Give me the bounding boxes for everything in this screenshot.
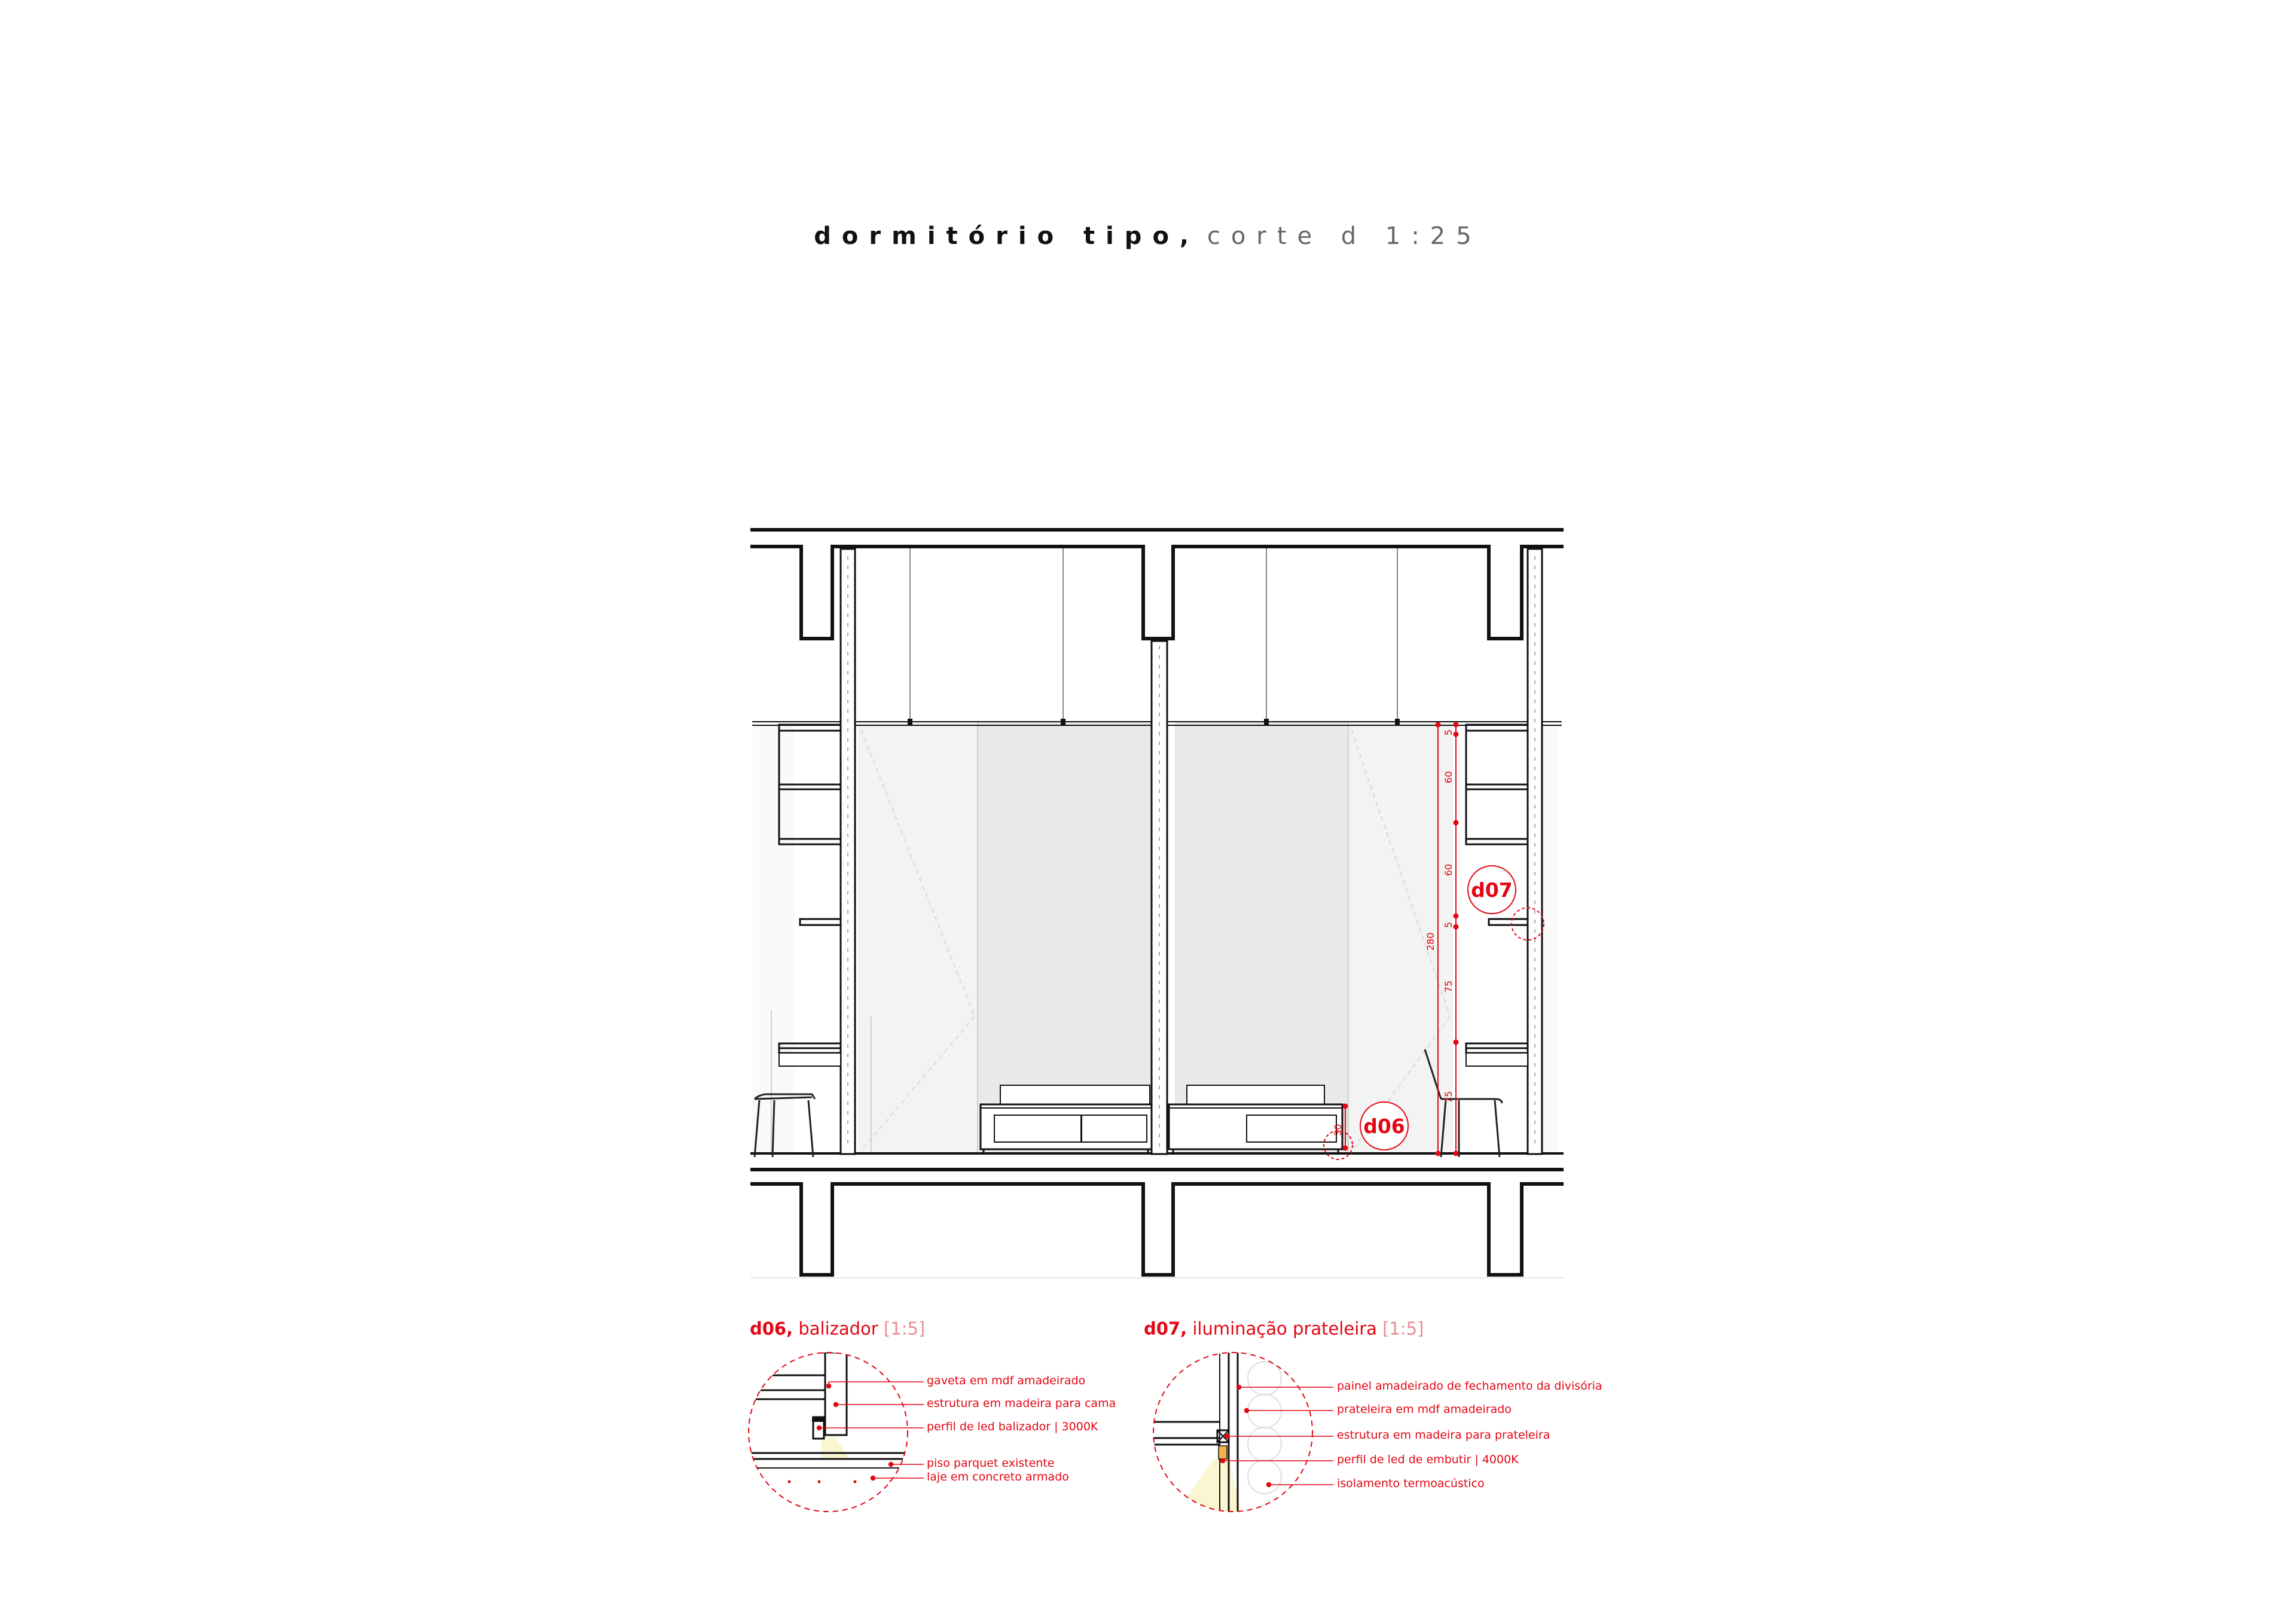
partition-center — [1152, 641, 1167, 1154]
callout-d06-label: d06 — [1363, 1115, 1405, 1138]
callout-d07-label: d07 — [1471, 878, 1513, 902]
detail-d07-title — [1144, 1318, 1424, 1339]
title-sub: corte d 1:25 — [1207, 222, 1482, 250]
detail-d07-id: d07, — [1144, 1318, 1187, 1339]
d06-note: estrutura em madeira para cama — [927, 1397, 1116, 1410]
dim-label: 75 — [1443, 1091, 1454, 1103]
d07-note: painel amadeirado de fechamento da divisória — [1337, 1379, 1602, 1393]
detail-d07-name: iluminação prateleira — [1192, 1318, 1377, 1339]
upper-slab — [750, 530, 1564, 639]
title-main: dormitório tipo, — [814, 222, 1200, 250]
dim-label: 5 — [1443, 921, 1454, 928]
dim-label: 60 — [1443, 771, 1454, 783]
partition-left — [841, 549, 855, 1154]
dim-label: 75 — [1443, 980, 1454, 993]
d06-note: laje em concreto armado — [927, 1470, 1069, 1483]
dim-label: 60 — [1443, 863, 1454, 876]
d06-note: gaveta em mdf amadeirado — [927, 1374, 1086, 1387]
dim-label: 30 — [1332, 1124, 1344, 1136]
bed-left — [981, 1085, 1152, 1154]
bed-right — [1169, 1085, 1342, 1154]
dim-label: 5 — [1443, 729, 1454, 735]
desk-left — [779, 1053, 841, 1066]
d07-note: prateleira em mdf amadeirado — [1337, 1403, 1512, 1416]
d06-note: perfil de led balizador | 3000K — [927, 1420, 1098, 1433]
d07-note: estrutura em madeira para prateleira — [1337, 1428, 1550, 1442]
detail-d07-drawing — [1153, 1353, 1333, 1519]
lower-slab — [750, 1170, 1564, 1275]
partition-right — [1528, 549, 1542, 1154]
detail-d06-id: d06, — [750, 1318, 793, 1339]
desk-right — [1466, 1053, 1528, 1066]
detail-d07-scale: [1:5] — [1382, 1318, 1424, 1339]
detail-d06-drawing — [729, 1353, 927, 1512]
detail-d06-title — [750, 1318, 925, 1339]
d06-note: piso parquet existente — [927, 1457, 1055, 1470]
detail-d06-scale: [1:5] — [883, 1318, 926, 1339]
d07-note: isolamento termoacústico — [1337, 1477, 1485, 1490]
d07-note: perfil de led de embutir | 4000K — [1337, 1453, 1519, 1466]
detail-d06-name: balizador — [798, 1318, 878, 1339]
dim-label: 280 — [1425, 932, 1436, 951]
